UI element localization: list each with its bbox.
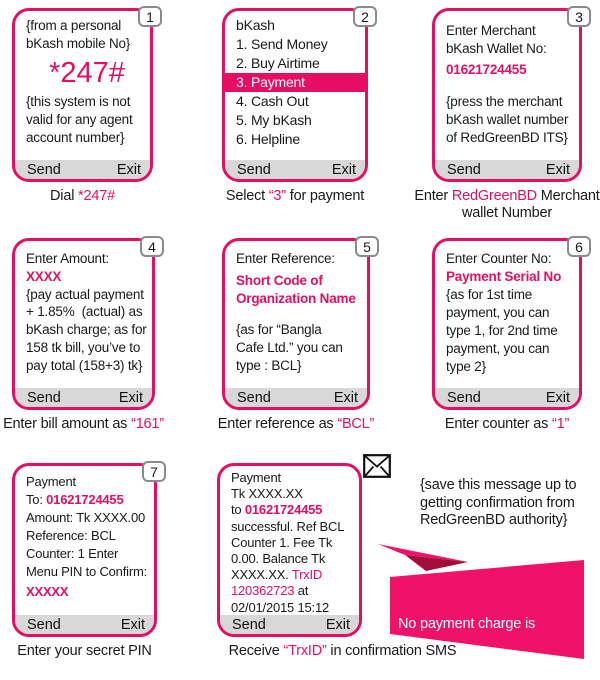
step-caption — [7, 188, 159, 205]
text-segment: valid for any agent — [26, 112, 133, 127]
caption-line — [5, 643, 165, 660]
caption-segment: Enter your secret PIN — [17, 643, 152, 659]
phone-display — [225, 241, 367, 388]
ribbon-text — [398, 583, 577, 680]
phone-frame — [432, 238, 582, 410]
text-segment: {press the merchant — [446, 94, 563, 109]
phone-frame — [432, 8, 582, 182]
text-segment: 158 tk bill, you’ve to — [26, 339, 141, 355]
caption-segment: wallet Number — [461, 204, 553, 221]
exit-softkey[interactable]: Exit — [116, 161, 141, 178]
screen-line — [26, 55, 148, 91]
text-segment: Tk XXXX.XX — [231, 486, 303, 502]
save-note-line: RedGreenBD authority} — [420, 512, 568, 528]
screen-line — [446, 304, 577, 322]
step-number-badge: 7 — [142, 461, 166, 482]
menu-item-payment-selected[interactable] — [225, 73, 365, 92]
softkey-bar — [15, 388, 152, 407]
menu-item-send-money[interactable] — [236, 35, 363, 54]
step-cell-2 — [222, 8, 368, 205]
text-segment: {as for 1st time — [446, 287, 533, 302]
send-softkey[interactable]: Send — [27, 161, 61, 178]
text-segment: *247# — [49, 57, 125, 89]
exit-softkey[interactable]: Exit — [118, 389, 143, 406]
screen-line — [26, 250, 150, 268]
caption-segment: Enter — [414, 188, 452, 204]
exit-softkey[interactable]: Exit — [325, 616, 350, 633]
phone-display — [225, 11, 365, 160]
text-segment: pay total (158+3) tk} — [26, 357, 143, 373]
save-note-line: {save this message up to — [420, 477, 577, 493]
step-caption — [5, 643, 165, 660]
text-segment: {pay actual payment — [26, 286, 144, 302]
step-cell-4 — [3, 238, 164, 433]
text-segment: + 1.85% (actual) as — [26, 304, 143, 320]
caption-line — [211, 416, 381, 433]
caption-segment: Enter counter as — [444, 416, 552, 432]
caption-segment: RedGreenBD — [451, 188, 537, 204]
caption-segment: in confirmation SMS — [326, 643, 457, 659]
step-number-badge: 3 — [567, 6, 591, 27]
screen-line — [26, 286, 150, 304]
text-segment: 0.00. Balance Tk — [231, 551, 326, 567]
text-segment: payment, you can — [446, 305, 550, 320]
screen-line — [446, 93, 577, 111]
caption-segment: “3” — [268, 188, 286, 204]
text-segment: 3. Payment — [236, 74, 305, 90]
phone-frame — [217, 463, 362, 637]
screen-line — [26, 583, 152, 601]
text-segment: payment, you can — [446, 341, 550, 356]
screen-line — [231, 486, 357, 502]
screen-line — [446, 22, 577, 40]
send-softkey[interactable]: Send — [237, 161, 271, 178]
screen-line — [231, 519, 357, 535]
screen-line — [231, 567, 357, 583]
phone-display — [435, 11, 579, 160]
text-segment: XXXXX — [26, 584, 69, 599]
screen-line — [26, 563, 152, 581]
send-softkey[interactable]: Send — [27, 389, 61, 406]
caption-line — [207, 188, 383, 205]
text-segment: to — [231, 502, 245, 518]
caption-segment: *247# — [78, 188, 115, 204]
text-segment: bKash charge; as for — [26, 322, 147, 338]
ribbon-line-1: No payment charge is — [398, 616, 536, 632]
caption-line — [200, 643, 485, 660]
text-segment: 6. Helpline — [236, 131, 300, 147]
text-segment: Menu PIN to Confirm: — [26, 564, 147, 579]
menu-item-my-bkash[interactable] — [236, 111, 363, 130]
screen-line — [446, 340, 577, 358]
caption-line — [407, 205, 600, 222]
screen-line — [26, 321, 150, 339]
text-segment: type 2} — [446, 359, 486, 374]
screen-line — [26, 339, 150, 357]
screen-line — [236, 290, 365, 308]
step-caption — [200, 643, 485, 660]
screen-line — [26, 509, 152, 527]
send-softkey[interactable]: Send — [232, 616, 266, 633]
text-segment: 01621724455 — [46, 492, 124, 507]
text-segment: {this system is not — [26, 94, 131, 109]
softkey-bar — [220, 615, 359, 634]
text-segment: Counter 1. Fee Tk — [231, 534, 333, 550]
text-segment: at — [294, 583, 309, 599]
screen-line — [26, 17, 148, 35]
text-segment: XXXX.XX. — [231, 567, 292, 583]
send-softkey[interactable]: Send — [27, 616, 61, 633]
softkey-bar — [15, 160, 150, 179]
screen-line — [26, 491, 152, 509]
screen-line — [231, 600, 357, 615]
screen-line — [26, 35, 148, 53]
caption-segment: Dial — [50, 188, 79, 204]
text-segment: Payment — [231, 470, 281, 485]
text-segment: Enter Reference: — [236, 251, 335, 266]
caption-segment: Receive — [228, 643, 284, 659]
exit-softkey[interactable]: Exit — [333, 389, 358, 406]
phone-frame — [12, 238, 155, 410]
text-segment: bKash mobile No} — [26, 36, 131, 51]
screen-line — [231, 551, 357, 567]
text-segment: of RedGreenBD ITS} — [446, 130, 568, 145]
step-caption — [407, 188, 600, 221]
screen-line — [231, 535, 357, 551]
ribbon-line-2: applicable for using payment — [398, 665, 577, 680]
phone-display — [220, 466, 359, 615]
screen-line — [446, 358, 577, 376]
text-segment: 01621724455 — [244, 502, 323, 518]
screen-line — [446, 268, 577, 286]
text-segment: Amount: Tk XXXX.00 — [26, 510, 145, 525]
screen-line — [26, 93, 148, 111]
text-segment: 01621724455 — [446, 62, 527, 77]
save-note-line: getting confirmation from — [420, 494, 575, 511]
phone-display — [435, 241, 579, 388]
phone-frame — [12, 8, 153, 182]
screen-line — [236, 250, 365, 268]
step-number-badge: 6 — [567, 236, 591, 257]
text-segment: 2. Buy Airtime — [236, 55, 320, 71]
send-softkey[interactable]: Send — [237, 389, 271, 406]
text-segment: Organization Name — [236, 291, 356, 306]
screen-line — [231, 502, 357, 518]
screen-line — [236, 321, 365, 339]
step-cell-5 — [217, 238, 375, 433]
phone-frame — [222, 8, 368, 182]
screen-line — [236, 357, 365, 375]
send-softkey[interactable]: Send — [447, 161, 481, 178]
step-cell-7 — [12, 463, 157, 660]
menu-item-buy-airtime[interactable] — [236, 54, 363, 73]
screen-line — [26, 303, 150, 321]
screen-line — [236, 272, 365, 290]
text-segment: {from a personal — [26, 18, 122, 33]
screen-line — [446, 129, 577, 147]
screen-line — [26, 129, 148, 147]
screen-line — [26, 111, 148, 129]
exit-softkey[interactable]: Exit — [331, 161, 356, 178]
text-segment: type : BCL} — [236, 358, 302, 373]
text-segment: {as for “Bangla — [236, 322, 322, 337]
screen-line — [446, 250, 577, 268]
screen-line — [231, 470, 357, 486]
step-cell-1 — [12, 8, 153, 205]
phone-display — [15, 11, 150, 160]
caption-segment: Merchant — [536, 188, 600, 204]
menu-item-cash-out[interactable] — [236, 92, 363, 111]
caption-segment: Select — [225, 188, 269, 204]
screen-line — [26, 268, 150, 286]
text-segment: Counter: 1 Enter — [26, 546, 119, 561]
phone-frame — [12, 463, 157, 637]
menu-item-helpline[interactable] — [236, 130, 363, 149]
text-segment: Reference: BCL — [26, 528, 116, 543]
screen-line — [446, 111, 577, 129]
step-cell-3 — [414, 8, 600, 221]
screen-line — [236, 339, 365, 357]
text-segment: Payment Serial No — [446, 269, 562, 284]
screen-line — [26, 473, 152, 491]
step-cell-6 — [432, 238, 582, 433]
screen-line — [446, 61, 577, 79]
text-segment: XXXX — [26, 268, 62, 284]
phone-display — [15, 466, 154, 615]
screen-line — [446, 286, 577, 304]
caption-segment: “1” — [551, 416, 570, 432]
step-number-badge: 4 — [140, 236, 164, 257]
caption-line — [7, 188, 159, 205]
caption-line — [427, 416, 587, 433]
caption-line — [407, 188, 600, 205]
text-segment: 02/01/2015 15:12 — [231, 599, 330, 615]
screen-line — [446, 322, 577, 340]
text-segment: Short Code of — [236, 273, 323, 288]
softkey-bar — [225, 160, 365, 179]
screen-line — [236, 16, 363, 35]
text-segment: type 1, for 2nd time — [446, 323, 558, 338]
softkey-bar — [15, 615, 154, 634]
softkey-bar — [435, 388, 579, 407]
softkey-bar — [435, 160, 579, 179]
text-segment: TrxID — [291, 567, 323, 583]
caption-segment: Enter reference as — [217, 416, 338, 432]
text-segment: account number} — [26, 130, 125, 145]
envelope-icon — [363, 454, 391, 483]
text-segment: Enter Amount: — [26, 251, 109, 266]
text-segment: bKash Wallet No: — [446, 41, 547, 56]
caption-segment: “161” — [131, 416, 164, 432]
text-segment: bKash — [236, 17, 275, 33]
text-segment: successful. Ref BCL — [231, 518, 345, 534]
text-segment: Payment — [26, 474, 76, 489]
caption-segment: for payment — [285, 188, 365, 204]
exit-softkey[interactable]: Exit — [545, 389, 570, 406]
screen-line — [26, 545, 152, 563]
step-caption — [211, 416, 381, 433]
phone-frame — [222, 238, 370, 410]
step-caption — [207, 188, 383, 205]
screen-line — [26, 357, 150, 375]
text-segment: 1. Send Money — [236, 36, 328, 52]
caption-segment: “BCL” — [337, 416, 375, 432]
text-segment: 120362723 — [231, 583, 295, 599]
text-segment: Enter Merchant — [446, 23, 536, 38]
text-segment: Enter Counter No: — [446, 251, 552, 266]
step-number-badge: 5 — [355, 236, 379, 257]
caption-segment: “TrxID” — [283, 643, 327, 659]
text-segment: To: — [26, 492, 47, 507]
text-segment: Cafe Ltd.” you can — [236, 340, 343, 355]
phone-display — [15, 241, 152, 388]
caption-line — [0, 416, 172, 433]
text-segment: 4. Cash Out — [236, 93, 309, 109]
step-caption — [427, 416, 587, 433]
step-number-badge: 2 — [353, 6, 377, 27]
text-segment: bKash wallet number — [446, 112, 569, 127]
exit-softkey[interactable]: Exit — [545, 161, 570, 178]
softkey-bar — [225, 388, 367, 407]
step-caption — [0, 416, 172, 433]
step-number-badge: 1 — [138, 6, 162, 27]
save-note — [420, 477, 576, 530]
screen-line — [231, 583, 357, 599]
screen-line — [446, 40, 577, 58]
send-softkey[interactable]: Send — [447, 389, 481, 406]
text-segment: 5. My bKash — [236, 112, 312, 128]
exit-softkey[interactable]: Exit — [120, 616, 145, 633]
screen-line — [26, 527, 152, 545]
step-cell-8 — [217, 463, 457, 660]
caption-segment: Enter bill amount as — [3, 416, 132, 432]
